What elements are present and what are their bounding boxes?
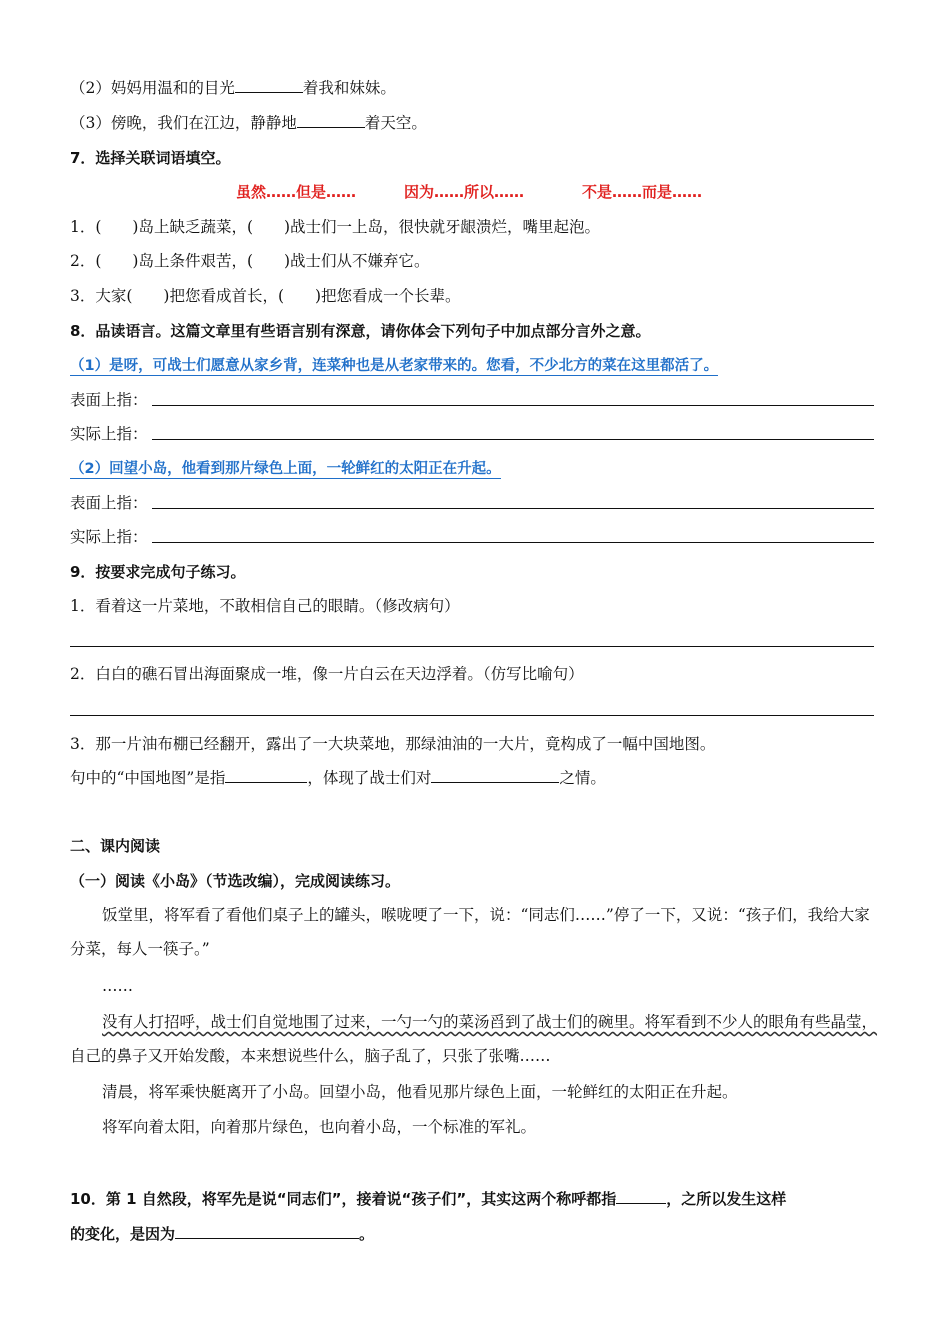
q10-line-1: 10．第 1 自然段，将军先是说“同志们”，接着说“孩子们”，其实这两个称呼都指 ，之所以发生这样 bbox=[70, 1190, 787, 1208]
answer-blank[interactable] bbox=[235, 78, 303, 93]
answer-line[interactable] bbox=[152, 508, 874, 509]
q6-item-3: （3）傍晚，我们在江边，静静地 着天空。 bbox=[70, 114, 427, 132]
answer-line[interactable] bbox=[70, 715, 874, 716]
q7-option-1: 虽然……但是…… bbox=[236, 183, 357, 201]
q8-actual-label-1: 实际上指： bbox=[70, 425, 148, 443]
passage-paragraph-1: 饭堂里，将军看了看他们桌子上的罐头，喉咙哽了一下，说：“同志们……”停了一下，又说：“孩子们，我给大家分菜，每人一筷子。” bbox=[70, 906, 870, 958]
section-2-heading: 二、课内阅读 bbox=[70, 837, 161, 855]
q7-option-3: 不是……而是…… bbox=[582, 183, 703, 201]
answer-blank[interactable] bbox=[431, 768, 559, 783]
q9-item-2: 2．白白的礁石冒出海面聚成一堆，像一片白云在天边浮着。（仿写比喻句） bbox=[70, 665, 584, 683]
answer-blank[interactable] bbox=[225, 768, 307, 783]
q8-sentence-1: （1）是呀，可战士们愿意从家乡背，连菜种也是从老家带来的。您看，不少北方的菜在这里都活了。 bbox=[70, 358, 719, 374]
q7-item-2: 2．( )岛上条件艰苦，( )战士们从不嫌弃它。 bbox=[70, 252, 430, 270]
q7-item-1: 1．( )岛上缺乏蔬菜，( )战士们一上岛，很快就牙龈溃烂，嘴里起泡。 bbox=[70, 218, 601, 236]
q7-heading: 7．选择关联词语填空。 bbox=[70, 149, 231, 167]
answer-line[interactable] bbox=[70, 646, 874, 647]
answer-blank[interactable] bbox=[175, 1224, 359, 1239]
section-2-subheading: （一）阅读《小岛》（节选改编），完成阅读练习。 bbox=[70, 872, 401, 890]
passage-paragraph-4: 将军向着太阳，向着那片绿色，也向着小岛，一个标准的军礼。 bbox=[102, 1118, 537, 1136]
q9-heading: 9．按要求完成句子练习。 bbox=[70, 563, 246, 581]
wavy-underlined-sentence: 没有人打招呼，战士们自觉地围了过来，一勺一勺的菜汤舀到了战士们的碗里。将军看到不少人的眼角有些晶莹， bbox=[102, 1013, 878, 1031]
answer-blank[interactable] bbox=[616, 1189, 666, 1204]
answer-blank[interactable] bbox=[297, 113, 365, 128]
q9-item-1: 1．看着这一片菜地，不敢相信自己的眼睛。（修改病句） bbox=[70, 597, 460, 615]
q8-actual-label-2: 实际上指： bbox=[70, 528, 148, 546]
passage-paragraph-3: 清晨，将军乘快艇离开了小岛。回望小岛，他看见那片绿色上面，一轮鲜红的太阳正在升起。 bbox=[102, 1083, 738, 1101]
answer-line[interactable] bbox=[152, 405, 874, 406]
q8-surface-label-2: 表面上指： bbox=[70, 494, 148, 512]
answer-line[interactable] bbox=[152, 542, 874, 543]
passage-paragraph-2: 没有人打招呼，战士们自觉地围了过来，一勺一勺的菜汤舀到了战士们的碗里。将军看到不少人的眼角有些晶莹，自己的鼻子又开始发酸，本来想说些什么，脑子乱了，只张了张嘴…… bbox=[70, 1013, 878, 1065]
q9-item-3: 3．那一片油布棚已经翻开，露出了一大块菜地，那绿油油的一大片，竟构成了一幅中国地图。 bbox=[70, 735, 716, 753]
passage-ellipsis: …… bbox=[102, 977, 133, 995]
q10-line-2: 的变化，是因为 。 bbox=[70, 1225, 375, 1243]
q7-item-3: 3．大家( )把您看成首长，( )把您看成一个长辈。 bbox=[70, 287, 461, 305]
answer-line[interactable] bbox=[152, 439, 874, 440]
q8-sentence-2: （2）回望小岛，他看到那片绿色上面，一轮鲜红的太阳正在升起。 bbox=[70, 461, 501, 477]
q8-heading: 8．品读语言。这篇文章里有些语言别有深意，请你体会下列句子中加点部分言外之意。 bbox=[70, 322, 651, 340]
q6-item-2: （2）妈妈用温和的目光 着我和妹妹。 bbox=[70, 79, 396, 97]
q9-item-3-fill: 句中的“中国地图”是指 ，体现了战士们对 之情。 bbox=[70, 769, 606, 787]
q8-surface-label-1: 表面上指： bbox=[70, 391, 148, 409]
q7-option-2: 因为……所以…… bbox=[404, 183, 525, 201]
